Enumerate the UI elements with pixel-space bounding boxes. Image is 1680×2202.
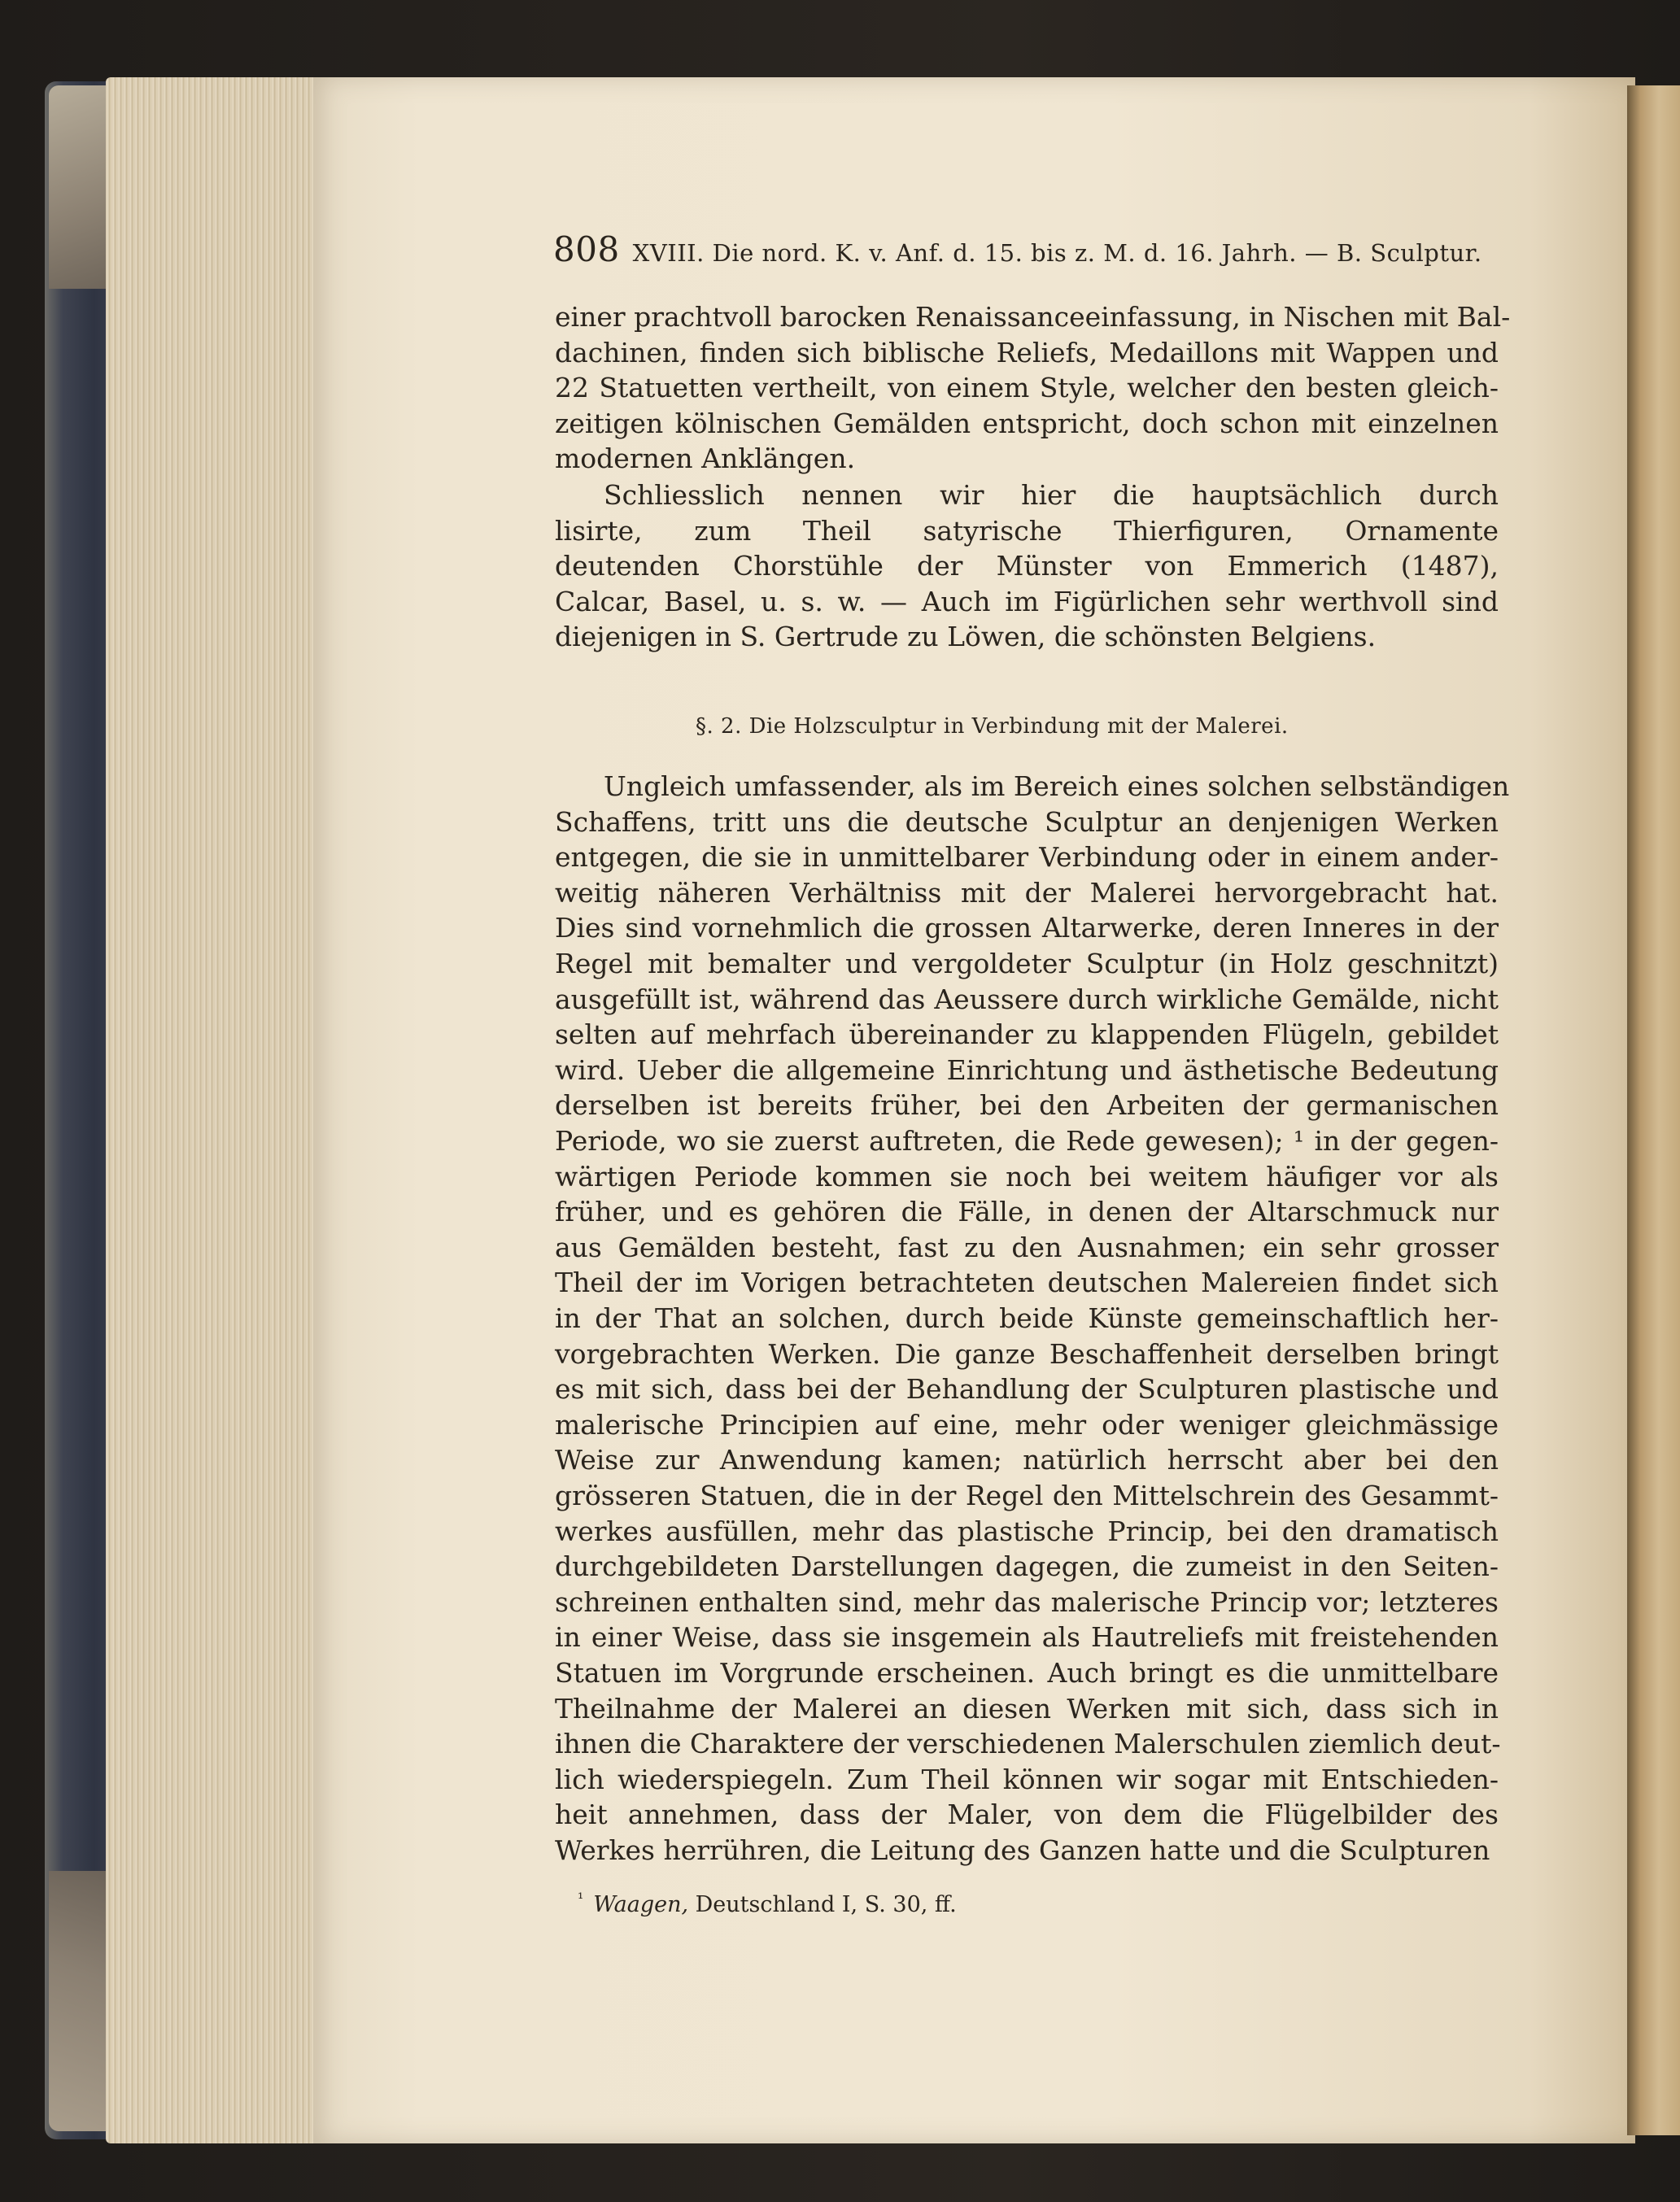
text-line: selten auf mehrfach übereinander zu klappenden Flügeln, gebildet bbox=[555, 1018, 1499, 1051]
text-line: einer prachtvoll barocken Renaissanceeinfassung, in Nischen mit Bal- bbox=[555, 301, 1511, 333]
running-head-text: XVIII. Die nord. K. v. Anf. d. 15. bis z. M. d. 16. Jahrh. — B. Sculptur. bbox=[632, 239, 1482, 267]
text-line: modernen Anklängen. bbox=[555, 443, 856, 474]
footnote-author: Waagen, bbox=[593, 1892, 689, 1917]
text-line: durchgebildeten Darstellungen dagegen, die zumeist in den Seiten- bbox=[555, 1550, 1499, 1583]
text-line: ausgefüllt ist, während das Aeussere durch wirkliche Gemälde, nicht bbox=[555, 983, 1499, 1015]
text-line: schreinen enthalten sind, mehr das malerische Princip vor; letzteres bbox=[555, 1585, 1499, 1618]
text-line: werkes ausfüllen, mehr das plastische Princip, bei den dramatisch bbox=[555, 1515, 1499, 1547]
page-number: 808 bbox=[553, 229, 620, 269]
text-line: derselben ist bereits früher, bei den Arbeiten der germanischen bbox=[555, 1089, 1499, 1122]
text-line: wird. Ueber die allgemeine Einrichtung und ästhetische Bedeutung bbox=[555, 1053, 1499, 1086]
text-line: 22 Statuetten vertheilt, von einem Style, welcher den besten gleich- bbox=[555, 372, 1499, 403]
text-line: heit annehmen, dass der Maler, von dem die Flügelbilder des bbox=[555, 1799, 1499, 1831]
text-line: lisirte, zum Theil satyrische Thierfiguren, Ornamente bbox=[555, 514, 1499, 547]
text-line: Regel mit bemalter und vergoldeter Sculptur (in Holz geschnitzt) bbox=[555, 948, 1499, 979]
running-head bbox=[553, 229, 1482, 269]
text-line: zeitigen kölnischen Gemälden entspricht, doch schon mit einzelnen bbox=[555, 407, 1499, 439]
text-line: in einer Weise, dass sie insgemein als Hautreliefs mit freistehenden bbox=[555, 1621, 1499, 1654]
text-line: in der That an solchen, durch beide Künste gemeinschaftlich her- bbox=[555, 1302, 1499, 1334]
text-line: Statuen im Vorgrunde erscheinen. Auch bringt es die unmittelbare bbox=[555, 1657, 1499, 1689]
opposite-page-edge bbox=[1627, 85, 1680, 2135]
text-line: Ungleich umfassender, als im Bereich eines solchen selbständigen bbox=[604, 770, 1510, 802]
text-line: deutenden Chorstühle der Münster von Emmerich (1487), bbox=[555, 550, 1499, 582]
text-line: dachinen, finden sich biblische Reliefs, Medaillons mit Wappen und bbox=[555, 336, 1499, 368]
text-line: Periode, wo sie zuerst auftreten, die Rede gewesen); ¹ in der gegen- bbox=[555, 1125, 1499, 1157]
footnote-marker: ¹ bbox=[578, 1890, 584, 1908]
text-line: malerische Principien auf eine, mehr oder weniger gleichmässige bbox=[555, 1408, 1499, 1441]
text-line: diejenigen in S. Gertrude zu Löwen, die schönsten Belgiens. bbox=[555, 621, 1377, 652]
text-line: Schaffens, tritt uns die deutsche Sculptur an denjenigen Werken bbox=[555, 805, 1499, 838]
text-line: grösseren Statuen, die in der Regel den Mittelschrein des Gesammt- bbox=[555, 1480, 1499, 1511]
text-line: es mit sich, dass bei der Behandlung der Sculpturen plastische und bbox=[555, 1373, 1499, 1406]
footnote bbox=[578, 1890, 957, 1917]
text-line: Weise zur Anwendung kamen; natürlich herrscht aber bei den bbox=[555, 1444, 1499, 1476]
footnote-text: Deutschland I, S. 30, ff. bbox=[695, 1892, 957, 1917]
text-line: Theil der im Vorigen betrachteten deutschen Malereien findet sich bbox=[555, 1267, 1499, 1299]
text-line: Dies sind vornehmlich die grossen Altarwerke, deren Inneres in der bbox=[555, 912, 1499, 944]
section-heading: §. 2. Die Holzsculptur in Verbindung mit der Malerei. bbox=[696, 714, 1289, 739]
text-line: ihnen die Charaktere der verschiedenen Malerschulen ziemlich deut- bbox=[555, 1728, 1501, 1760]
text-line: lich wiederspiegeln. Zum Theil können wir sogar mit Entschieden- bbox=[555, 1763, 1499, 1795]
text-line: Schliesslich nennen wir hier die hauptsächlich durch bbox=[604, 479, 1499, 511]
text-line: Calcar, Basel, u. s. w. — Auch im Figürlichen sehr werthvoll sind bbox=[555, 585, 1499, 617]
text-line: weitig näheren Verhältniss mit der Malerei hervorgebracht hat. bbox=[555, 876, 1499, 909]
text-line: früher, und es gehören die Fälle, in denen der Altarschmuck nur bbox=[555, 1196, 1499, 1228]
page-edges bbox=[106, 77, 334, 2143]
text-line: entgegen, die sie in unmittelbarer Verbindung oder in einem ander- bbox=[555, 841, 1499, 874]
text-line: wärtigen Periode kommen sie noch bei weitem häufiger vor als bbox=[555, 1160, 1499, 1193]
text-line: aus Gemälden besteht, fast zu den Ausnahmen; ein sehr grosser bbox=[555, 1231, 1499, 1263]
text-line: Theilnahme der Malerei an diesen Werken mit sich, dass sich in bbox=[555, 1692, 1499, 1725]
text-line: vorgebrachten Werken. Die ganze Beschaffenheit derselben bringt bbox=[555, 1337, 1499, 1370]
text-line: Werkes herrühren, die Leitung des Ganzen hatte und die Sculpturen bbox=[555, 1834, 1490, 1866]
